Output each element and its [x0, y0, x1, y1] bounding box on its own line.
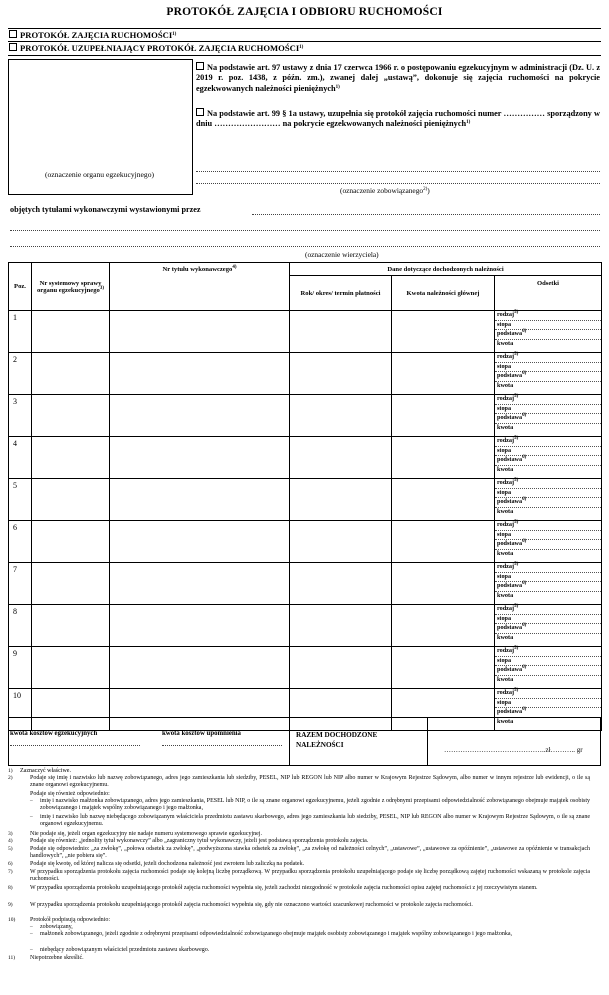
odsetki-4-line[interactable] [495, 340, 601, 349]
footnote-text: W przypadku sporządzenia protokołu uzupełniającego protokół zajęcia ruchomości wypełnia się, jeżeli zachodzi niezgodność w protokole zajęcia ruchomości opisu zajętej ruchomości z jej rzeczywistym stanem. [30, 885, 538, 891]
odsetki-label: podstawa [497, 582, 523, 590]
odsetki-3-line[interactable] [495, 582, 601, 592]
odsetki-3-line[interactable] [495, 372, 601, 382]
divider [8, 765, 601, 766]
odsetki-label: rodzaj [497, 353, 515, 360]
footnote-text: Zaznaczyć właściwe. [20, 768, 71, 774]
kwota-cell[interactable] [392, 647, 495, 689]
footnote-ref: 6) [522, 665, 527, 671]
footnote-ref: 5) [514, 436, 519, 441]
table-row [9, 353, 602, 395]
titles-label: objętych tytułami wykonawczymi wystawionymi przez [10, 205, 201, 214]
page-title: PROTOKÓŁ ZAJĘCIA I ODBIORU RUCHOMOŚCI [166, 6, 443, 18]
nr-tytulu-cell[interactable] [110, 647, 290, 689]
odsetki-2-line[interactable] [495, 657, 601, 667]
odsetki-label: stopa [497, 656, 512, 664]
nr-systemowy-cell[interactable] [32, 395, 110, 437]
nr-tytulu-cell[interactable] [110, 311, 290, 353]
footnote-ref: 6) [522, 455, 527, 461]
row-number: 7 [9, 563, 32, 605]
nr-systemowy-cell[interactable] [32, 563, 110, 605]
odsetki-label: podstawa [497, 414, 523, 422]
odsetki-label: stopa [497, 362, 512, 370]
rok-cell[interactable] [290, 605, 392, 647]
kwota-cell[interactable] [392, 605, 495, 647]
odsetki-label: kwota [497, 339, 514, 347]
odsetki-4-line[interactable] [495, 508, 601, 517]
odsetki-4-line[interactable] [495, 550, 601, 559]
footnote-ref: 5) [514, 688, 519, 693]
odsetki-label: kwota [497, 633, 514, 641]
odsetki-4-line[interactable] [495, 382, 601, 391]
row-number: 3 [9, 395, 32, 437]
odsetki-label: stopa [497, 572, 512, 580]
footnote-number: 9) [8, 902, 13, 908]
col-nr-tytulu: Nr tytułu wykonawczego$^{4)}$ [110, 263, 290, 311]
odsetki-4-line[interactable] [495, 466, 601, 475]
kwota-cell[interactable] [392, 353, 495, 395]
footnote-ref: 5) [514, 310, 519, 315]
koszty-egzekucyjne-label: kwota kosztów egzekucyjnych [10, 730, 98, 737]
footnote-text: Podaje się również odpowiednio: [30, 791, 110, 797]
footnote-number: – [30, 798, 33, 804]
footnote-ref: 6) [522, 371, 527, 377]
odsetki-label: kwota [497, 381, 514, 389]
footnote-number: 4) [8, 838, 13, 844]
odsetki-label: rodzaj [497, 311, 515, 318]
rok-cell[interactable] [290, 311, 392, 353]
footnote-ref: 6) [522, 707, 527, 713]
odsetki-cell[interactable] [495, 353, 602, 395]
rok-cell[interactable] [290, 563, 392, 605]
debtor-caption: (oznaczenie zobowiązanego$^{2)}$) [340, 186, 430, 195]
debtor-line[interactable] [196, 171, 600, 172]
col-rok: Rok/ okres/ termin płatności [290, 276, 392, 311]
odsetki-4-line[interactable] [495, 718, 601, 727]
odsetki-4-line[interactable] [495, 634, 601, 643]
col-poz: Poz. [9, 263, 32, 311]
nr-tytulu-cell[interactable] [110, 353, 290, 395]
table-row [9, 395, 602, 437]
footnote-text: imię i nazwisko małżonka zobowiązanego, adres jego zamieszkania, PESEL lub NIP, o ile są znane organowi egzekucyjnemu, jeżeli zgodnie z odrębnymi przepisami odpowiedzialność zobowiązanego obejmuje majątek osobisty zobowiązanego i majątek wspólny zobowiązanego i jego małżonka, [40, 798, 590, 812]
odsetki-4-line[interactable] [495, 424, 601, 433]
col-kwota: Kwota należności głównej [392, 276, 495, 311]
nr-tytulu-cell[interactable] [110, 689, 290, 731]
checkbox[interactable] [9, 43, 17, 51]
odsetki-3-line[interactable] [495, 666, 601, 676]
footnote-number: 8) [8, 885, 13, 891]
rok-cell[interactable] [290, 395, 392, 437]
footnote-number: 3) [8, 831, 13, 837]
table-row [9, 605, 602, 647]
row-number: 10 [9, 689, 32, 731]
footnote-text: małżonek zobowiązanego, jeżeli zgodnie z odrębnymi przepisami odpowiedzialność zobowiązanego obejmuje majątek osobisty zobowiązanego i majątek wspólny zobowiązanego i jego małżonka, [40, 931, 513, 937]
koszty-egzekucyjne-field[interactable] [10, 745, 140, 746]
divider [600, 717, 601, 765]
table-row [9, 437, 602, 479]
odsetki-label: kwota [497, 591, 514, 599]
footnote-text: Nie podaje się, jeżeli organ egzekucyjny nie nadaje numeru systemowego sprawie egzekucyjnej. [30, 831, 262, 837]
odsetki-cell[interactable] [495, 647, 602, 689]
footnote-number: – [30, 947, 33, 953]
odsetki-3-line[interactable] [495, 498, 601, 508]
rok-cell[interactable] [290, 353, 392, 395]
footnote-number: – [30, 931, 33, 937]
table-row [9, 689, 602, 731]
nr-systemowy-cell[interactable] [32, 647, 110, 689]
legal-basis-97: Na podstawie art. 97 ustawy z dnia 17 czerwca 1966 r. o postępowaniu egzekucyjnym w administracji (Dz. U. z 2019 r. poz. 1438, z późn. zm.), zwanej dalej „ustawą”, dokonuje się zajęcia ruchomości na pokrycie egzekwowanych należności pieniężnych$^{1)}$ [196, 63, 600, 93]
odsetki-label: rodzaj [497, 689, 515, 696]
odsetki-3-line[interactable] [495, 330, 601, 340]
nr-systemowy-cell[interactable] [32, 437, 110, 479]
odsetki-cell[interactable] [495, 311, 602, 353]
kwota-cell[interactable] [392, 689, 495, 731]
odsetki-label: kwota [497, 507, 514, 515]
option-protokol-uzupelniajacy[interactable]: PROTOKÓŁ UZUPEŁNIAJĄCY PROTOKÓŁ ZAJĘCIA RUCHOMOŚCI$^{1)}$ [9, 43, 303, 53]
odsetki-2-line[interactable] [495, 405, 601, 415]
odsetki-label: kwota [497, 423, 514, 431]
row-number: 8 [9, 605, 32, 647]
kwota-cell[interactable] [392, 311, 495, 353]
creditor-line[interactable] [10, 246, 600, 247]
odsetki-label: stopa [497, 446, 512, 454]
odsetki-1-line[interactable] [495, 311, 601, 321]
divider [8, 717, 601, 718]
footnote-number: 1) [8, 768, 13, 774]
odsetki-3-line[interactable] [495, 414, 601, 424]
row-number: 4 [9, 437, 32, 479]
divider [8, 55, 601, 56]
odsetki-label: podstawa [497, 708, 523, 716]
nr-tytulu-cell[interactable] [110, 521, 290, 563]
nr-systemowy-cell[interactable] [32, 479, 110, 521]
kwota-cell[interactable] [392, 479, 495, 521]
footnote-ref: 5) [514, 352, 519, 357]
odsetki-label: podstawa [497, 372, 523, 380]
odsetki-1-line[interactable] [495, 395, 601, 405]
footnote-text: W przypadku sporządzenia protokołu zajęcia ruchomości podaje się kolejną liczbę porządkową. W przypadku sporządzenia protokołu uzupełniającego podaje się liczbę porządkową zajętej ruchomości wskazaną w protokole zajęcia ruchomości. [30, 869, 590, 883]
footnote-ref: 6) [522, 329, 527, 335]
option-protokol-zajecia[interactable]: PROTOKÓŁ ZAJĘCIA RUCHOMOŚCI$^{1)}$ [9, 30, 176, 40]
odsetki-1-line[interactable] [495, 689, 601, 699]
divider [8, 41, 601, 42]
odsetki-2-line[interactable] [495, 699, 601, 709]
divider [8, 717, 9, 765]
row-number: 6 [9, 521, 32, 563]
footnote-text: Podaje się odpowiednio: „za zwłokę”, „połowa odsetek za zwłokę”, „podwyższona stawka odsetek za zwłokę”, „za zwłokę od należności celnych”, „ustawowe”, „ustawowe za opóźnienie”, „ustawowe za opóźnienie w transakcjach handlowych”, „nie pobiera się”. [30, 846, 590, 860]
odsetki-label: stopa [497, 320, 512, 328]
odsetki-label: rodzaj [497, 479, 515, 486]
footnote-number: – [30, 924, 33, 930]
odsetki-label: rodzaj [497, 647, 515, 654]
odsetki-3-line[interactable] [495, 456, 601, 466]
row-number: 5 [9, 479, 32, 521]
footnote-ref: 6) [522, 581, 527, 587]
rok-cell[interactable] [290, 647, 392, 689]
odsetki-label: podstawa [497, 330, 523, 338]
rok-cell[interactable] [290, 479, 392, 521]
odsetki-2-line[interactable] [495, 615, 601, 625]
table-row [9, 479, 602, 521]
kwota-cell[interactable] [392, 521, 495, 563]
nr-tytulu-cell[interactable] [110, 479, 290, 521]
koszty-upomnienia-label: kwota kosztów upomnienia [162, 730, 241, 737]
nr-systemowy-cell[interactable] [32, 311, 110, 353]
footnote-text: niebędący zobowiązanym właściciel przedmiotu zastawu skarbowego. [40, 947, 210, 953]
footnote-text: W przypadku sporządzenia protokołu uzupełniającego protokół zajęcia ruchomości wypełnia się, gdy nie oznaczono wartości szacunkowej ruchomości w protokole zajęcia ruchomości. [30, 902, 473, 908]
row-number: 9 [9, 647, 32, 689]
odsetki-1-line[interactable] [495, 521, 601, 531]
odsetki-3-line[interactable] [495, 624, 601, 634]
odsetki-label: rodzaj [497, 605, 515, 612]
odsetki-label: stopa [497, 530, 512, 538]
footnote-ref: 6) [522, 497, 527, 503]
footnote-ref: 5) [514, 646, 519, 651]
footnote-ref: 5) [514, 478, 519, 483]
footnote-number: 11) [8, 955, 16, 961]
odsetki-1-line[interactable] [495, 605, 601, 615]
odsetki-1-line[interactable] [495, 647, 601, 657]
odsetki-label: rodzaj [497, 395, 515, 402]
odsetki-label: kwota [497, 465, 514, 473]
claims-table [8, 262, 602, 731]
nr-tytulu-cell[interactable] [110, 563, 290, 605]
odsetki-label: kwota [497, 675, 514, 683]
footnote-text: Protokół podpisują odpowiednio: [30, 917, 110, 923]
rok-cell[interactable] [290, 437, 392, 479]
odsetki-4-line[interactable] [495, 592, 601, 601]
footnote-ref: 6) [522, 623, 527, 629]
table-row [9, 521, 602, 563]
odsetki-cell[interactable] [495, 479, 602, 521]
nr-tytulu-cell[interactable] [110, 395, 290, 437]
odsetki-label: rodzaj [497, 563, 515, 570]
razem-amount[interactable]: ……………………………………..zł……….. gr [444, 746, 583, 754]
odsetki-1-line[interactable] [495, 353, 601, 363]
row-number: 1 [9, 311, 32, 353]
nr-systemowy-cell[interactable] [32, 605, 110, 647]
footnote-text: Podaje się imię i nazwisko lub nazwę zobowiązanego, adres jego zamieszkania lub siedziby, PESEL, NIP lub REGON lub NIP albo numer w Krajowym Rejestrze Sądowym, albo numer w innym rejestrze lub ewidencji, o ile są znane organowi egzekucyjnemu. [30, 775, 590, 789]
razem-label: RAZEM DOCHODZONE NALEŻNOŚCI [296, 731, 378, 749]
footnote-number: 7) [8, 869, 13, 875]
table-row [9, 563, 602, 605]
footnote-number: 6) [8, 861, 13, 867]
odsetki-label: rodzaj [497, 437, 515, 444]
col-odsetki: Odsetki [495, 276, 602, 311]
rok-cell[interactable] [290, 521, 392, 563]
footnote-ref: 6) [522, 413, 527, 419]
odsetki-label: stopa [497, 614, 512, 622]
footnote-text: Podaje się również: „jednolity tytuł wykonawczy” albo „zagraniczny tytuł wykonawczy, jeżeli jest podstawą sporządzenia protokołu zajęcia. [30, 838, 369, 844]
odsetki-1-line[interactable] [495, 563, 601, 573]
footnote-text: Podaje się kwotę, od której nalicza się odsetki, jeżeli dochodzona należność jest zwrotem lub zaliczką na podatek. [30, 861, 305, 867]
odsetki-label: kwota [497, 717, 514, 725]
footnote-ref: 5) [514, 394, 519, 399]
odsetki-label: podstawa [497, 498, 523, 506]
odsetki-label: rodzaj [497, 521, 515, 528]
odsetki-2-line[interactable] [495, 447, 601, 457]
legal-basis-99: Na podstawie art. 99 § 1a ustawy, uzupełnia się protokół zajęcia ruchomości numer …………… sporządzony w dniu …………………… na pokrycie egzekwowanych należności pieniężnych$^{1)}$ [196, 109, 600, 129]
checkbox[interactable] [196, 108, 204, 116]
nr-systemowy-cell[interactable] [32, 353, 110, 395]
organ-caption: (oznaczenie organu egzekucyjnego) [44, 170, 155, 179]
koszty-upomnienia-field[interactable] [162, 745, 282, 746]
footnote-text: zobowiązany, [40, 924, 73, 930]
kwota-cell[interactable] [392, 437, 495, 479]
nr-systemowy-cell[interactable] [32, 689, 110, 731]
col-dane: Dane dotyczące dochodzonych należności [290, 263, 602, 276]
odsetki-2-line[interactable] [495, 531, 601, 541]
odsetki-2-line[interactable] [495, 363, 601, 373]
footnote-number: – [30, 814, 33, 820]
odsetki-cell[interactable] [495, 689, 602, 731]
creditor-line[interactable] [10, 230, 600, 231]
footnote-ref: 6) [522, 539, 527, 545]
nr-systemowy-cell[interactable] [32, 521, 110, 563]
odsetki-2-line[interactable] [495, 321, 601, 331]
odsetki-1-line[interactable] [495, 479, 601, 489]
odsetki-cell[interactable] [495, 521, 602, 563]
odsetki-label: podstawa [497, 666, 523, 674]
kwota-cell[interactable] [392, 395, 495, 437]
creditor-line[interactable] [252, 214, 600, 215]
divider [289, 717, 290, 765]
odsetki-1-line[interactable] [495, 437, 601, 447]
checkbox[interactable] [196, 62, 204, 70]
odsetki-4-line[interactable] [495, 676, 601, 685]
table-row [9, 311, 602, 353]
odsetki-cell[interactable] [495, 437, 602, 479]
divider [427, 717, 428, 765]
odsetki-cell[interactable] [495, 395, 602, 437]
footnote-ref: 5) [514, 562, 519, 567]
debtor-line[interactable] [196, 183, 600, 184]
creditor-caption: (oznaczenie wierzyciela) [305, 250, 379, 259]
footnote-text: Niepotrzebne skreślić. [30, 955, 84, 961]
nr-tytulu-cell[interactable] [110, 437, 290, 479]
footnote-number: 2) [8, 775, 13, 781]
col-nr-systemowy: Nr systemowy sprawy organu egzekucyjnego$^{3)}$ [32, 263, 110, 311]
odsetki-label: stopa [497, 698, 512, 706]
odsetki-cell[interactable] [495, 563, 602, 605]
footnote-number: 5) [8, 846, 13, 852]
footnote-ref: 5) [514, 604, 519, 609]
nr-tytulu-cell[interactable] [110, 605, 290, 647]
odsetki-2-line[interactable] [495, 573, 601, 583]
odsetki-cell[interactable] [495, 605, 602, 647]
footnote-text: imię i nazwisko lub nazwę niebędącego zobowiązanym właściciela przedmiotu zastawu skarbowego, adres jego zamieszkania lub siedziby, PESEL, NIP lub REGON albo numer w Krajowym Rejestrze Sądowym, o ile są znane organowi egzekucyjnemu. [40, 814, 590, 828]
odsetki-label: podstawa [497, 540, 523, 548]
footnote-ref: 5) [514, 520, 519, 525]
odsetki-label: kwota [497, 549, 514, 557]
odsetki-label: podstawa [497, 456, 523, 464]
rok-cell[interactable] [290, 689, 392, 731]
odsetki-3-line[interactable] [495, 540, 601, 550]
odsetki-2-line[interactable] [495, 489, 601, 499]
odsetki-label: podstawa [497, 624, 523, 632]
checkbox[interactable] [9, 30, 17, 38]
odsetki-label: stopa [497, 404, 512, 412]
footnote-number: 10) [8, 917, 16, 923]
row-number: 2 [9, 353, 32, 395]
odsetki-label: stopa [497, 488, 512, 496]
table-row [9, 647, 602, 689]
kwota-cell[interactable] [392, 563, 495, 605]
divider [8, 28, 601, 29]
